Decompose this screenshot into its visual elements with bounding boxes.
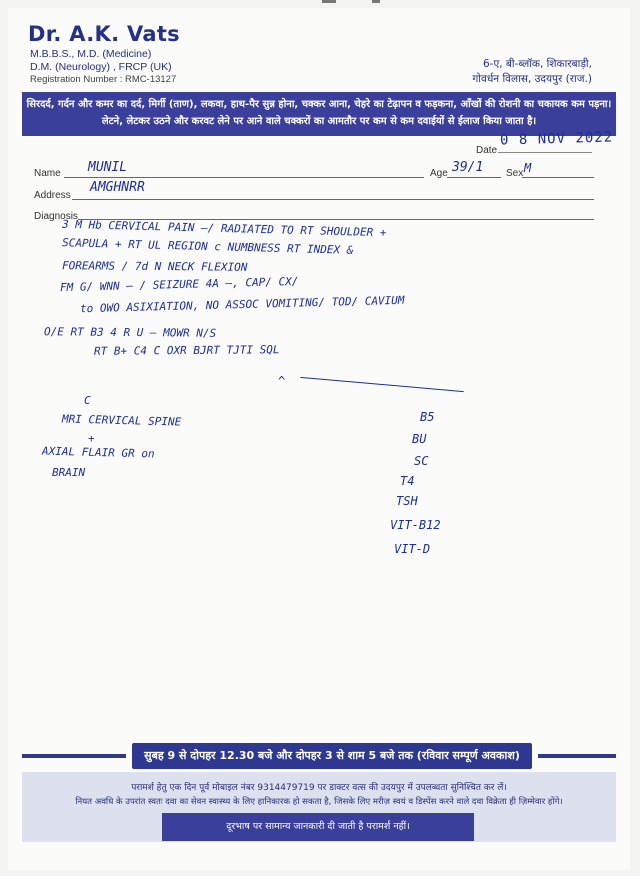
qualification-line-2: D.M. (Neurology) , FRCP (UK)	[30, 61, 172, 73]
lab-test-item: VIT-D	[394, 542, 431, 556]
qualification-line-1: M.B.B.S., M.D. (Medicine)	[30, 48, 152, 60]
note-line: to OWO ASIXIATION, NO ASSOC VOMITING/ TOD/ CAVIUM	[79, 293, 405, 316]
age-value: 39/1	[452, 160, 484, 175]
lab-test-item: TSH	[396, 494, 418, 508]
scan-mark	[322, 0, 336, 3]
lab-test-item: BU	[412, 432, 427, 446]
investigation-item: BRAIN	[52, 466, 86, 479]
name-label: Name	[34, 168, 61, 179]
doctor-name: Dr. A.K. Vats	[28, 22, 180, 46]
address-value: AMGHNRR	[90, 180, 145, 195]
note-mark: ^	[278, 374, 286, 388]
note-line: SCAPULA + RT UL REGION c NUMBNESS RT INDEX &	[61, 236, 354, 257]
investigation-item: +	[88, 432, 95, 445]
clinic-address-line-1: 6-ए, बी-ब्लॉक, शिकारबाड़ी,	[482, 58, 592, 70]
lab-test-item: SC	[414, 454, 429, 468]
note-line: 3 M Hb CERVICAL PAIN —/ RADIATED TO RT SHOULDER +	[61, 217, 387, 240]
investigation-item: AXIAL FLAIR GR on	[41, 444, 155, 461]
note-line: FM G/ WNN — / SEIZURE 4A —, CAP/ CX/	[59, 274, 299, 295]
clinic-hours: सुबह 9 से दोपहर 12.30 बजे और दोपहर 3 से शाम 5 बजे तक (रविवार सम्पूर्ण अवकाश)	[132, 743, 532, 769]
lab-test-item: B5	[420, 410, 435, 424]
address-label: Address	[34, 190, 71, 201]
registration-number: Registration Number : RMC-13127	[30, 74, 177, 85]
date-stamp: 0 8 NOV 2022	[499, 129, 614, 149]
sex-label: Sex	[506, 168, 524, 179]
diagnosis-label: Diagnosis	[34, 211, 78, 222]
address-line	[72, 199, 594, 200]
name-value: MUNIL	[88, 160, 128, 175]
scan-mark	[372, 0, 380, 3]
hours-bar-right	[538, 754, 616, 758]
banner-line-2: लेटने, लेटकर उठने और करवट लेने पर आने वाले चक्करों का आमतौर पर कम से कम दवाईयों से ईलाज किया जाता है।	[101, 116, 537, 127]
date-label: Date	[476, 145, 498, 156]
clinic-hours-band	[22, 743, 616, 769]
footer-medication-warning: नियत अवधि के उपरांत स्वतः दवा का सेवन स्वास्थ्य के लिए हानिकारक हो सकता है, जिसके लिए मरीज़ स्वयं व डिस्पेंस करने वाले दवा विक्रेता ही ज़िम्मेवार होंगे।	[75, 797, 563, 807]
clinic-address-line-2: गोवर्धन विलास, उदयपुर (राज.)	[472, 73, 592, 85]
banner-line-1: सिरदर्द, गर्दन और कमर का दर्द, मिर्गी (ताण), लकवा, हाथ-पैर सुन्न होना, चक्कर आना, चेहरे का टेढ़ापन व फड़कना, आँखों की रोशनी का चकायक कम पड़ना।	[26, 99, 612, 110]
note-mark: C	[84, 394, 91, 407]
age-line	[447, 177, 501, 178]
sex-line	[522, 177, 594, 178]
services-banner	[22, 92, 616, 136]
note-line: O/E RT B3 4 R U — MOWR N/S	[43, 325, 217, 340]
age-label: Age	[430, 168, 448, 179]
sex-value: M	[524, 161, 532, 175]
name-line	[64, 177, 424, 178]
note-line: RT B+ C4 C OXR BJRT TJTI SQL	[93, 343, 280, 358]
hours-bar-left	[22, 754, 126, 758]
note-line: FOREARMS / 7d N NECK FLEXION	[61, 259, 248, 274]
phone-consult-note: दूरभाष पर सामान्य जानकारी दी जाती है परामर्श नहीं।	[162, 813, 474, 841]
lab-test-item: VIT-B12	[390, 518, 441, 532]
date-line	[498, 152, 592, 153]
lab-test-item: T4	[400, 474, 415, 488]
investigation-item: MRI CERVICAL SPINE	[61, 412, 182, 429]
footer-appointment-note: परामर्श हेतु एक दिन पूर्व मोबाइल नंबर 9314479719 पर डाक्टर वत्स की उदयपुर में उपलब्धता सुनिश्चित कर लें।	[131, 783, 507, 793]
